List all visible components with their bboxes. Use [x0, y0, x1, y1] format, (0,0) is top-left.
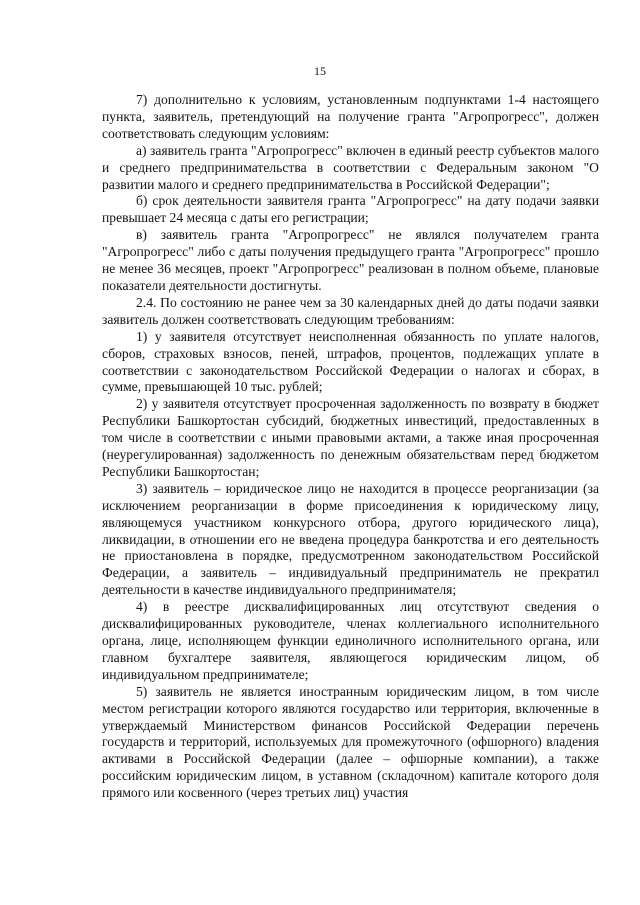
paragraph-section-2-4: 2.4. По состоянию не ранее чем за 30 календарных дней до даты подачи заявки заявитель должен соответствовать следующим требованиям: — [102, 294, 599, 327]
paragraph-requirement-4: 4) в реестре дисквалифицированных лиц отсутствуют сведения о дисквалифицированных руководителе, членах коллегиального исполнительного органа, лице, исполняющем функции единоличного исполнительного органа, или главном бухгалтере заявителя, являющегося юридическим лицом, об индивидуальном предпринимателе; — [102, 599, 599, 682]
document-body — [102, 92, 599, 802]
paragraph-requirement-2: 2) у заявителя отсутствует просроченная задолженность по возврату в бюджет Республики Башкортостан субсидий, бюджетных инвестиций, предоставленных в том числе в соответствии с иными правовыми актами, а также иная просроченная (неурегулированная) задолженность по денежным обязательствам перед бюджетом Республики Башкортостан; — [102, 396, 599, 479]
paragraph-requirement-3: 3) заявитель – юридическое лицо не находится в процессе реорганизации (за исключением реорганизации в форме присоединения к юридическому лицу, являющемуся участником конкурсного отбора, другого юридического лица), ликвидации, в отношении его не введена процедура банкротства и его деятельность не приостановлена в порядке, предусмотренном законодательством Российской Федерации, а заявитель – индивидуальный предприниматель не прекратил деятельности в качестве индивидуального предпринимателя; — [102, 480, 599, 598]
page-number: 15 — [314, 64, 326, 78]
paragraph-subitem-a: а) заявитель гранта "Агропрогресс" включен в единый реестр субъектов малого и среднего предпринимательства в соответствии с Федеральным законом "О развитии малого и среднего предпринимательства в Российской Федерации"; — [102, 142, 599, 192]
paragraph-subitem-b: б) срок деятельности заявителя гранта "Агропрогресс" на дату подачи заявки превышает 24 месяца с даты его регистрации; — [102, 193, 599, 226]
paragraph-requirement-1: 1) у заявителя отсутствует неисполненная обязанность по уплате налогов, сборов, страховых взносов, пеней, штрафов, процентов, подлежащих уплате в соответствии с законодательством Российской Федерации о налогах и сборах, в сумме, превышающей 10 тыс. рублей; — [102, 328, 599, 395]
paragraph-item-7: 7) дополнительно к условиям, установленным подпунктами 1-4 настоящего пункта, заявитель, претендующий на получение гранта "Агропрогресс", должен соответствовать следующим условиям: — [102, 92, 599, 141]
paragraph-subitem-v: в) заявитель гранта "Агропрогресс" не являлся получателем гранта "Агропрогресс" либо с даты получения предыдущего гранта "Агропрогресс" прошло не менее 36 месяцев, проект "Агропрогресс" реализован в полном объеме, плановые показатели деятельности достигнуты. — [102, 227, 599, 293]
paragraph-requirement-5: 5) заявитель не является иностранным юридическим лицом, в том числе местом регистрации которого являются государство или территория, включенные в утверждаемый Министерством финансов Российской Федерации перечень государств и территорий, используемых для промежуточного (офшорного) владения активами в Российской Федерации (далее – офшорные компании), а также российским юридическим лицом, в уставном (складочном) капитале которого доля прямого или косвенного (через третьих лиц) участия — [102, 683, 599, 801]
